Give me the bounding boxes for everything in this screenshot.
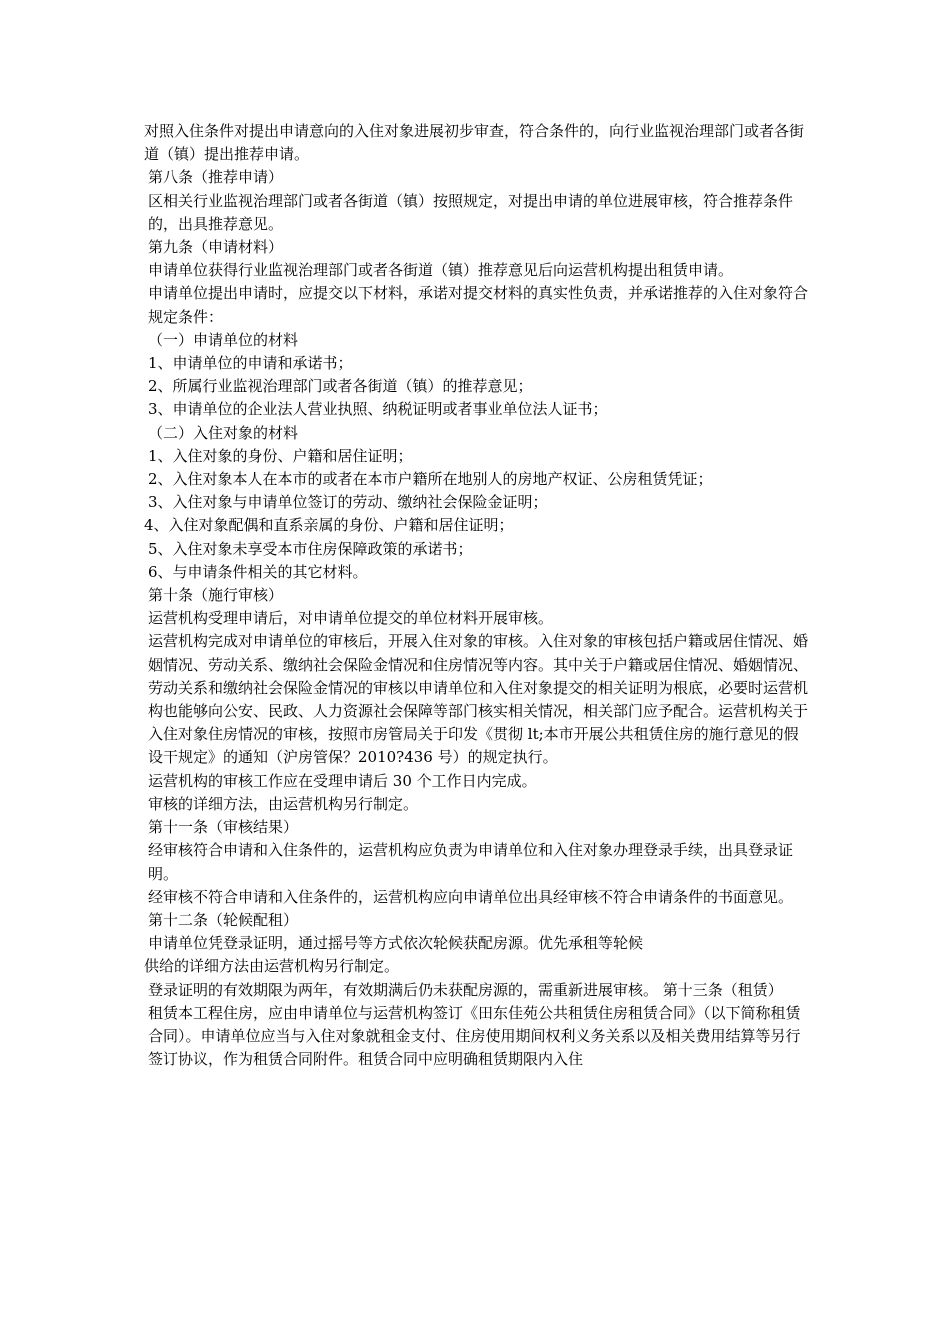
section-heading: （二）入住对象的材料 (148, 423, 299, 442)
list-item: 5、入住对象未享受本市住房保障政策的承诺书； (148, 539, 473, 558)
paragraph: 登录证明的有效期限为两年，有效期满后仍未获配房源的，需重新进展审核。 第十三条（租赁） (148, 980, 783, 999)
article-heading: 第十条（施行审核） (148, 586, 284, 605)
paragraph: 区相关行业监视治理部门或者各街道（镇）按照规定，对提出申请的单位进展审核，符合推荐条件的，出具推荐意见。 (148, 191, 794, 233)
paragraph: 对照入住条件对提出申请意向的入住对象进展初步审查，符合条件的，向行业监视治理部门或者各街道（镇）提出推荐申请。 (144, 122, 805, 164)
paragraph: 运营机构的审核工作应在受理申请后 30 个工作日内完成。 (148, 771, 537, 790)
article-heading: 第十二条（轮候配租） (148, 910, 299, 929)
paragraph: 审核的详细方法，由运营机构另行制定。 (148, 794, 419, 813)
list-item: 1、申请单位的申请和承诺书； (148, 354, 353, 373)
list-item: 4、入住对象配偶和直系亲属的身份、户籍和居住证明； (144, 516, 514, 535)
list-item: 1、入住对象的身份、户籍和居住证明； (148, 446, 413, 465)
document-body (144, 120, 810, 1071)
paragraph: 供给的详细方法由运营机构另行制定。 (144, 957, 400, 976)
article-heading: 第九条（申请材料） (148, 238, 284, 257)
paragraph: 申请单位凭登录证明，通过摇号等方式依次轮候获配房源。优先承租等轮候 (148, 934, 644, 953)
paragraph: 运营机构受理申请后，对申请单位提交的单位材料开展审核。 (148, 609, 554, 628)
article-heading: 第八条（推荐申请） (148, 168, 284, 187)
paragraph: 申请单位获得行业监视治理部门或者各街道（镇）推荐意见后向运营机构提出租赁申请。 (148, 261, 734, 280)
paragraph: 经审核符合申请和入住条件的，运营机构应负责为申请单位和入住对象办理登录手续，出具登录证明。 (148, 841, 794, 883)
list-item: 3、申请单位的企业法人营业执照、纳税证明或者事业单位法人证书； (148, 400, 608, 419)
paragraph: 运营机构完成对申请单位的审核后，开展入住对象的审核。入住对象的审核包括户籍或居住情况、婚姻情况、劳动关系、缴纳社会保险金情况和住房情况等内容。其中关于户籍或居住情况、婚姻情况、劳动关系和缴纳社会保险金情况的审核以申请单位和入住对象提交的相关证明为根底，必要时运营机构也能够向公安、民政、人力资源社会保障等部门核实相关情况，相关部门应予配合。运营机构关于入住对象住房情况的审核，按照市房管局关于印发《贯彻 lt;本市开展公共租赁住房的施行意见的假设干规定》的通知（沪房管保？2010?436 号）的规定执行。 (148, 632, 809, 767)
section-heading: （一）申请单位的材料 (148, 330, 299, 349)
article-heading: 第十一条（审核结果） (148, 818, 299, 837)
paragraph: 申请单位提出申请时，应提交以下材料，承诺对提交材料的真实性负责，并承诺推荐的入住对象符合规定条件： (148, 284, 809, 326)
list-item: 6、与申请条件相关的其它材料。 (148, 562, 368, 581)
paragraph: 经审核不符合申请和入住条件的，运营机构应向申请单位出具经审核不符合申请条件的书面意见。 (148, 887, 794, 906)
paragraph: 租赁本工程住房，应由申请单位与运营机构签订《田东佳苑公共租赁住房租赁合同》（以下简称租赁合同）。申请单位应当与入住对象就租金支付、住房使用期间权利义务关系以及相关费用结算等另行签订协议，作为租赁合同附件。租赁合同中应明确租赁期限内入住 (148, 1003, 801, 1069)
list-item: 2、所属行业监视治理部门或者各街道（镇）的推荐意见； (148, 377, 533, 396)
list-item: 3、入住对象与申请单位签订的劳动、缴纳社会保险金证明； (148, 493, 548, 512)
list-item: 2、入住对象本人在本市的或者在本市户籍所在地别人的房地产权证、公房租赁凭证； (148, 470, 713, 489)
